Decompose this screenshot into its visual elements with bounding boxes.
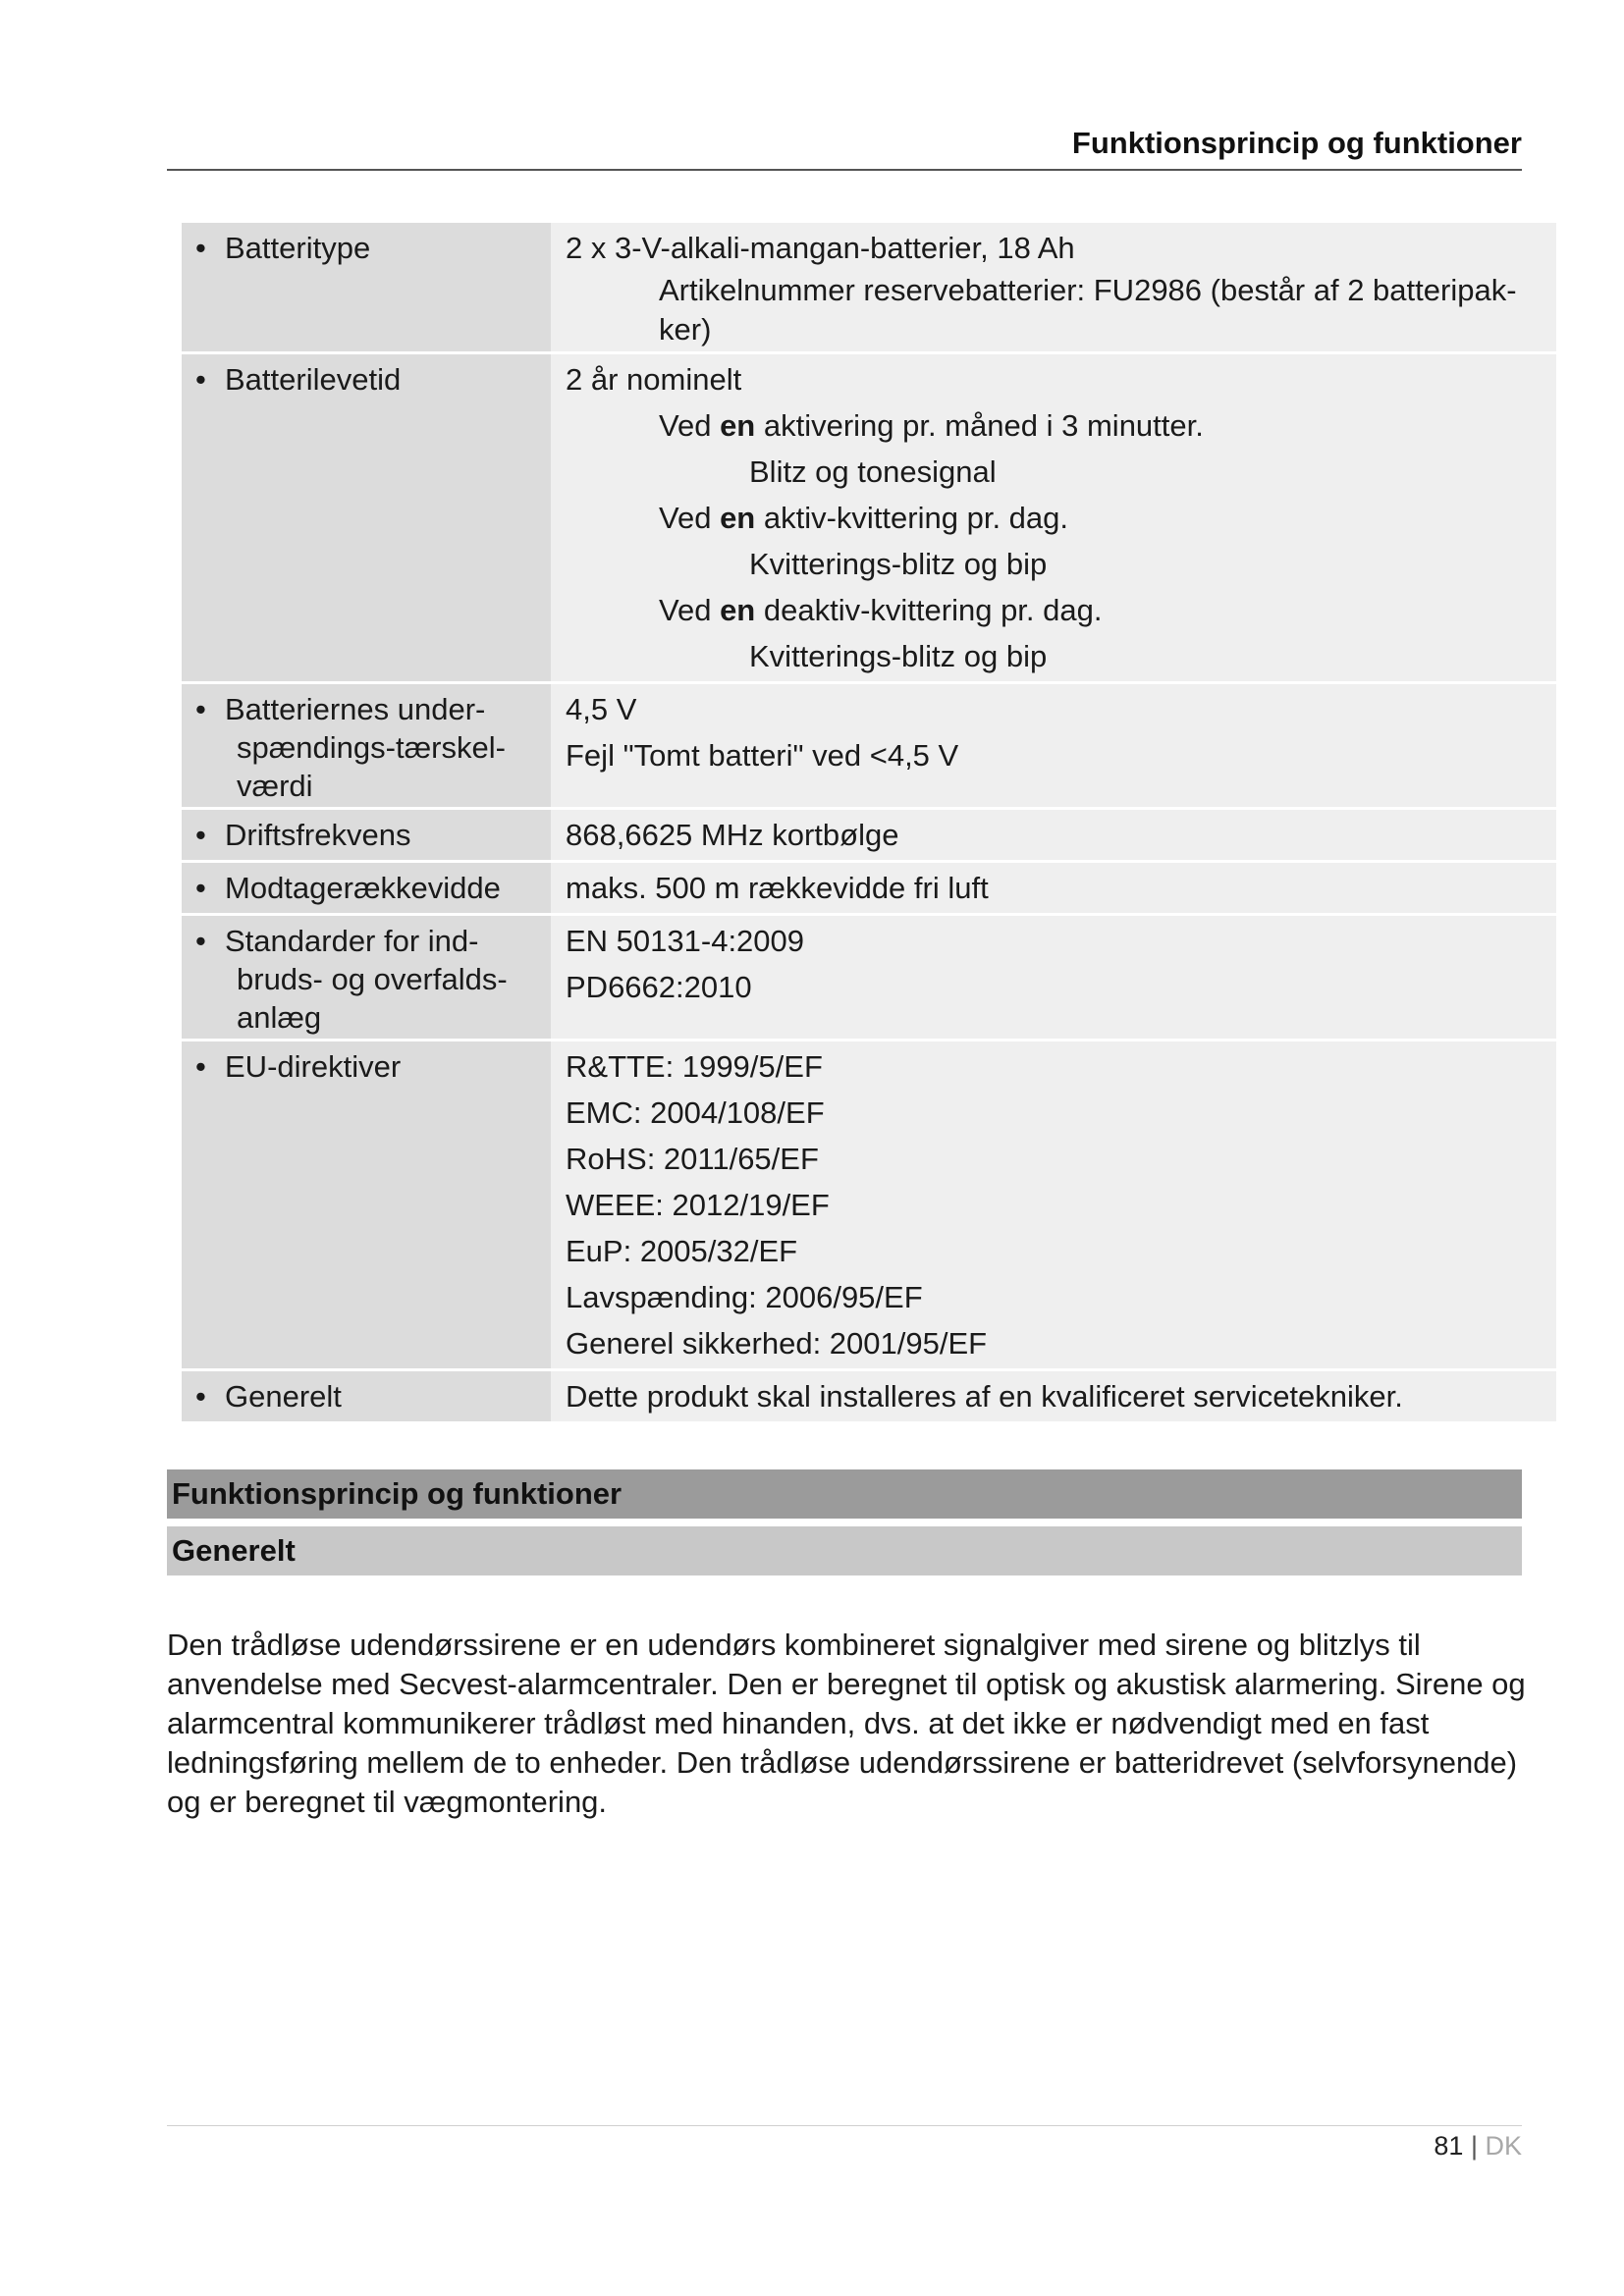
spec-value: Generel sikkerhed: 2001/95/EF: [566, 1326, 988, 1361]
subsection-heading: Generelt: [167, 1526, 1522, 1575]
spec-label-cell: [182, 684, 551, 807]
spec-label: Batterilevetid: [225, 362, 402, 397]
spec-value: EMC: 2004/108/EF: [566, 1095, 825, 1130]
spec-value: EuP: 2005/32/EF: [566, 1234, 798, 1268]
bullet-icon: •: [195, 231, 206, 265]
spec-label-cell: [182, 223, 551, 351]
spec-value: Dette produkt skal installeres af en kvalificeret servicetekniker.: [566, 1379, 1403, 1414]
spec-row-battery-life: [182, 354, 1556, 681]
spec-value-cell: [551, 223, 1556, 351]
bullet-icon: •: [195, 692, 206, 726]
spec-label-cell: [182, 1041, 551, 1368]
header-rule: [167, 169, 1522, 171]
spec-label: Batteriernes under- spændings-tærskel- værdi: [225, 692, 506, 803]
section-heading: Funktionsprincip og funktioner: [167, 1469, 1522, 1519]
spec-sub-line: Ved en deaktiv-kvittering pr. dag.: [659, 593, 1103, 627]
spec-label-cell: [182, 863, 551, 913]
spec-value-cell: [551, 810, 1556, 860]
spec-sub-line: Ved en aktivering pr. måned i 3 minutter.: [659, 408, 1204, 443]
spec-value: maks. 500 m rækkevidde fri luft: [566, 871, 989, 905]
spec-value-cell: [551, 684, 1556, 807]
spec-label: Generelt: [225, 1379, 342, 1414]
spec-row-frequency: [182, 810, 1556, 860]
spec-label: Standarder for ind- bruds- og overfalds- anlæg: [225, 924, 508, 1035]
running-head-title: Funktionsprincip og funktioner: [1071, 126, 1522, 160]
bullet-icon: •: [195, 871, 206, 905]
bullet-icon: •: [195, 362, 206, 397]
spec-value-cell: [551, 916, 1556, 1039]
spec-sub-detail: Kvitterings-blitz og bip: [749, 547, 1048, 581]
spec-value: 868,6625 MHz kortbølge: [566, 818, 899, 852]
page-footer: [167, 2126, 1522, 2165]
body-paragraph: Den trådløse udendørssirene er en udendørs kombineret signalgiver med sirene og blitzlys til anvendelse med Secvest-alarmcentraler. Den er beregnet til optisk og akustisk alarmering. Sirene og alarmcentral kommunikerer trådløst med hinanden, dvs. at det ikke er nødvendigt med en fast ledningsføring mellem de to enheder. Den trådløse udendørssirene er batteridrevet (selvforsynende) og er beregnet til vægmontering.: [167, 1628, 1526, 1819]
spec-label-cell: [182, 1371, 551, 1421]
spec-label-cell: [182, 916, 551, 1039]
spec-value: 4,5 V: [566, 692, 637, 726]
spec-row-undervoltage: [182, 684, 1556, 807]
spec-label: Batteritype: [225, 231, 371, 265]
spec-row-eu-directives: [182, 1041, 1556, 1368]
bullet-icon: •: [195, 1049, 206, 1084]
spec-label-cell: [182, 810, 551, 860]
spec-value-cell: [551, 1371, 1556, 1421]
language-code: DK: [1485, 2131, 1522, 2161]
spec-label: Modtagerækkevidde: [225, 871, 501, 905]
spec-label: EU-direktiver: [225, 1049, 402, 1084]
spec-value: WEEE: 2012/19/EF: [566, 1188, 830, 1222]
spec-value: 2 år nominelt: [566, 362, 742, 397]
spec-value: R&TTE: 1999/5/EF: [566, 1049, 823, 1084]
spec-sub-detail: Blitz og tonesignal: [749, 454, 997, 489]
spec-table: [182, 220, 1556, 1424]
spec-value: EN 50131-4:2009: [566, 924, 805, 958]
bullet-icon: •: [195, 1379, 206, 1414]
spec-row-range: [182, 863, 1556, 913]
spec-value-cell: [551, 863, 1556, 913]
spec-value: RoHS: 2011/65/EF: [566, 1142, 819, 1176]
spec-value: PD6662:2010: [566, 970, 752, 1004]
spec-value: Lavspænding: 2006/95/EF: [566, 1280, 923, 1314]
spec-row-battery-type: [182, 223, 1556, 351]
footer-separator: |: [1470, 2131, 1478, 2161]
spec-value-cell: [551, 1041, 1556, 1368]
spec-value-cell: [551, 354, 1556, 681]
spec-row-general: [182, 1371, 1556, 1421]
spec-value: 2 x 3-V-alkali-mangan-batterier, 18 Ah: [566, 231, 1075, 265]
spec-value-secondary: Fejl "Tomt batteri" ved <4,5 V: [566, 738, 959, 773]
spec-label-cell: [182, 354, 551, 681]
spec-note: Artikelnummer reservebatterier: FU2986 (består af 2 batteripak- ker): [659, 273, 1517, 347]
spec-label: Driftsfrekvens: [225, 818, 411, 852]
page-number: 81: [1434, 2131, 1464, 2161]
spec-sub-detail: Kvitterings-blitz og bip: [749, 639, 1048, 673]
spec-row-standards: [182, 916, 1556, 1039]
bullet-icon: •: [195, 818, 206, 852]
spec-sub-line: Ved en aktiv-kvittering pr. dag.: [659, 501, 1068, 535]
bullet-icon: •: [195, 924, 206, 958]
